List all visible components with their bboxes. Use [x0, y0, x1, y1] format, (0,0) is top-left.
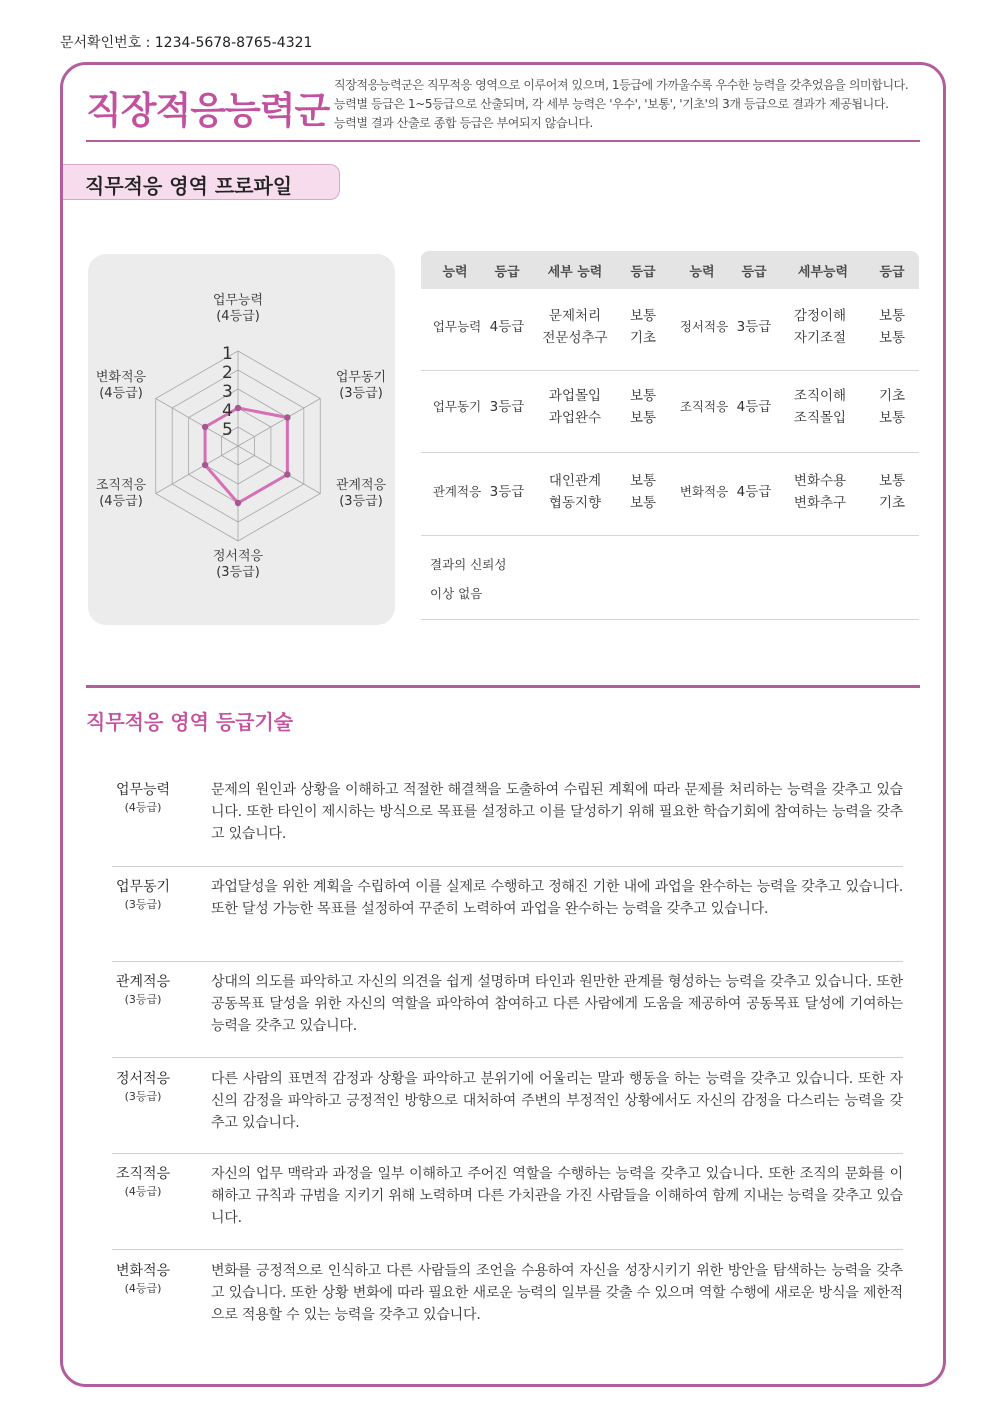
description-grade: (4등급) — [124, 1185, 162, 1198]
sub-ability: 문제처리 — [548, 308, 602, 324]
description-item — [112, 1068, 903, 1138]
radar-axis-grade: (3등급) — [339, 494, 383, 509]
description-grade: (4등급) — [124, 1282, 162, 1295]
description-ability: 조직적응 — [115, 1166, 171, 1182]
ability-name: 조직적응 — [679, 399, 729, 414]
sub-grade: 보통 — [878, 330, 906, 346]
ability-grade: 3등급 — [736, 319, 772, 335]
description-text: 상대의 의도를 파악하고 자신의 의견을 쉽게 설명하며 타인과 원만한 관계를 형성하는 능력을 갖추고 있습니다. 또한 공동목표 달성을 위한 자신의 역할을 파악하여 참여하고 다른 사람에게 도움을 제공하여 공동목표 달성에 기여하는 능력을 갖추고 있습니다. — [211, 974, 903, 1034]
radar-chart-panel — [88, 254, 395, 625]
ability-name: 업무능력 — [432, 319, 482, 334]
radar-axis-grade: (4등급) — [99, 386, 143, 401]
profile-section-title: 직무적응 영역 프로파일 — [63, 164, 340, 200]
description-section-title: 직무적응 영역 등급기술 — [86, 710, 294, 734]
radar-scale-label: 1 — [222, 344, 233, 364]
radar-axis-label: 변화적응 — [95, 370, 147, 385]
header-ability: 능력 — [442, 265, 468, 280]
description-item — [112, 1260, 903, 1330]
table-row — [421, 453, 919, 536]
radar-axis-grade: (3등급) — [216, 565, 260, 580]
sub-grade: 보통 — [629, 473, 657, 489]
description-grade: (3등급) — [124, 1090, 162, 1103]
radar-spoke — [156, 446, 238, 494]
description-text: 다른 사람의 표면적 감정과 상황을 파악하고 분위기에 어울리는 말과 행동을 하는 능력을 갖추고 있습니다. 또한 자신의 감정을 파악하고 긍정적인 방향으로 대처하여 주변의 부정적인 상황에서도 자신의 감정을 다스리는 능력을 갖추고 있습니다. — [211, 1071, 903, 1131]
sub-grade: 기초 — [629, 330, 657, 346]
header-ability: 능력 — [689, 265, 715, 280]
title-divider — [86, 140, 920, 142]
sub-grade: 보통 — [878, 410, 906, 426]
sub-grade: 보통 — [629, 388, 657, 404]
description-item — [112, 876, 903, 946]
table-row — [421, 371, 919, 453]
description-divider — [112, 1249, 903, 1250]
header-sub-grade: 등급 — [879, 265, 905, 280]
description-text: 변화를 긍정적으로 인식하고 다른 사람들의 조언을 수용하여 자신을 성장시키기 위한 방안을 탐색하는 능력을 갖추고 있습니다. 또한 상황 변화에 따라 필요한 새로운 능력의 일부를 갖출 수 있으며 역할 수행에 새로운 방식을 제한적으로 적용할 수 있는 능력을 갖추고 있습니다. — [211, 1263, 903, 1323]
description-item — [112, 971, 903, 1041]
radar-spoke — [238, 399, 320, 447]
sub-ability: 변화추구 — [793, 495, 847, 511]
reliability-value: 이상 없음 — [430, 586, 483, 601]
radar-scale-label: 3 — [222, 382, 233, 402]
ability-name: 관계적응 — [432, 484, 482, 499]
radar-scale-label: 2 — [222, 363, 233, 383]
sub-grade: 보통 — [629, 495, 657, 511]
radar-data-point — [284, 414, 290, 420]
radar-axis-label: 업무동기 — [335, 370, 387, 385]
description-divider — [112, 1057, 903, 1058]
sub-ability: 조직몰입 — [793, 410, 847, 426]
radar-chart — [88, 254, 395, 625]
ability-grade: 3등급 — [489, 484, 525, 500]
description-item — [112, 779, 903, 849]
radar-axis-label: 정서적응 — [212, 549, 264, 564]
radar-data-point — [202, 424, 208, 430]
sub-ability: 과업몰입 — [548, 388, 602, 404]
section-divider — [86, 685, 920, 688]
sub-grade: 보통 — [629, 308, 657, 324]
sub-grade: 보통 — [878, 308, 906, 324]
ability-name: 업무동기 — [432, 399, 482, 414]
sub-grade: 기초 — [878, 495, 906, 511]
ability-grade: 3등급 — [489, 399, 525, 415]
sub-grade: 기초 — [878, 388, 906, 404]
document-number: 문서확인번호 : 1234-5678-8765-4321 — [60, 35, 313, 51]
description-grade: (4등급) — [124, 801, 162, 814]
radar-axis-grade: (4등급) — [99, 494, 143, 509]
result-table-header — [421, 251, 919, 289]
ability-grade: 4등급 — [736, 484, 772, 500]
radar-axis-grade: (3등급) — [339, 386, 383, 401]
sub-ability: 변화수용 — [793, 473, 847, 489]
header-sub-ability: 세부능력 — [797, 265, 849, 280]
description-item — [112, 1163, 903, 1233]
sub-grade: 보통 — [629, 410, 657, 426]
radar-data-point — [284, 471, 290, 477]
description-grade: (3등급) — [124, 898, 162, 911]
table-row — [421, 289, 919, 371]
ability-grade: 4등급 — [489, 319, 525, 335]
sub-ability: 협동지향 — [548, 495, 602, 511]
sub-ability: 전문성추구 — [542, 330, 608, 346]
sub-ability: 감정이해 — [793, 308, 847, 324]
description-ability: 변화적응 — [115, 1263, 171, 1279]
radar-spoke — [238, 446, 320, 494]
header-sub-ability: 세부 능력 — [547, 265, 603, 280]
intro-text — [334, 76, 944, 133]
description-ability: 정서적응 — [115, 1071, 171, 1087]
ability-name: 변화적응 — [679, 484, 729, 499]
description-ability: 관계적응 — [115, 974, 171, 990]
header-sub-grade: 등급 — [630, 265, 656, 280]
radar-series-line — [205, 408, 287, 503]
radar-axis-label: 관계적응 — [335, 478, 387, 493]
sub-ability: 자기조절 — [793, 330, 847, 346]
description-text: 과업달성을 위한 계획을 수립하여 이를 실제로 수행하고 정해진 기한 내에 과업을 완수하는 능력을 갖추고 있습니다. 또한 달성 가능한 목표를 설정하여 꾸준히 노력하여 과업을 완수하는 능력을 갖추고 있습니다. — [211, 879, 903, 917]
description-grade: (3등급) — [124, 993, 162, 1006]
description-divider — [112, 866, 903, 867]
description-ability: 업무능력 — [115, 782, 171, 798]
intro-line: 능력별 결과 산출로 종합 등급은 부여되지 않습니다. — [334, 116, 593, 130]
radar-axis-label: 조직적응 — [95, 478, 147, 493]
sub-ability: 조직이해 — [793, 388, 847, 404]
page-title: 직장적응능력군 — [86, 89, 330, 132]
description-divider — [112, 1153, 903, 1154]
radar-axis-label: 업무능력 — [212, 293, 264, 308]
radar-data-point — [235, 405, 241, 411]
description-divider — [112, 961, 903, 962]
intro-line: 직장적응능력군은 직무적응 영역으로 이루어져 있으며, 1등급에 가까울수록 우수한 능력을 갖추었음을 의미합니다. — [334, 78, 909, 92]
sub-grade: 보통 — [878, 473, 906, 489]
header-grade: 등급 — [494, 265, 520, 280]
description-ability: 업무동기 — [115, 879, 171, 895]
description-text: 자신의 업무 맥락과 과정을 일부 이해하고 주어진 역할을 수행하는 능력을 갖추고 있습니다. 또한 조직의 문화를 이해하고 규칙과 규범을 지키기 위해 노력하며 다른 가치관을 가진 사람들을 이해하여 함께 지내는 능력을 갖추고 있습니다. — [211, 1166, 903, 1226]
table-divider — [421, 619, 919, 620]
intro-line: 능력별 등급은 1~5등급으로 산출되며, 각 세부 능력은 '우수', '보통', '기초'의 3개 등급으로 결과가 제공됩니다. — [334, 97, 889, 111]
header-grade: 등급 — [741, 265, 767, 280]
reliability-label: 결과의 신뢰성 — [430, 557, 507, 572]
radar-axis-grade: (4등급) — [216, 309, 260, 324]
sub-ability: 대인관계 — [548, 473, 602, 489]
sub-ability: 과업완수 — [548, 410, 602, 426]
ability-grade: 4등급 — [736, 399, 772, 415]
radar-data-point — [202, 462, 208, 468]
radar-scale-label: 5 — [222, 420, 233, 440]
description-text: 문제의 원인과 상황을 이해하고 적절한 해결책을 도출하여 수립된 계획에 따라 문제를 처리하는 능력을 갖추고 있습니다. 또한 타인이 제시하는 방식으로 목표를 설정하고 이를 달성하기 위해 필요한 학습기회에 참여하는 능력을 갖추고 있습니다. — [211, 782, 903, 842]
ability-name: 정서적응 — [679, 319, 729, 334]
radar-data-point — [235, 500, 241, 506]
radar-scale-label: 4 — [222, 401, 233, 421]
